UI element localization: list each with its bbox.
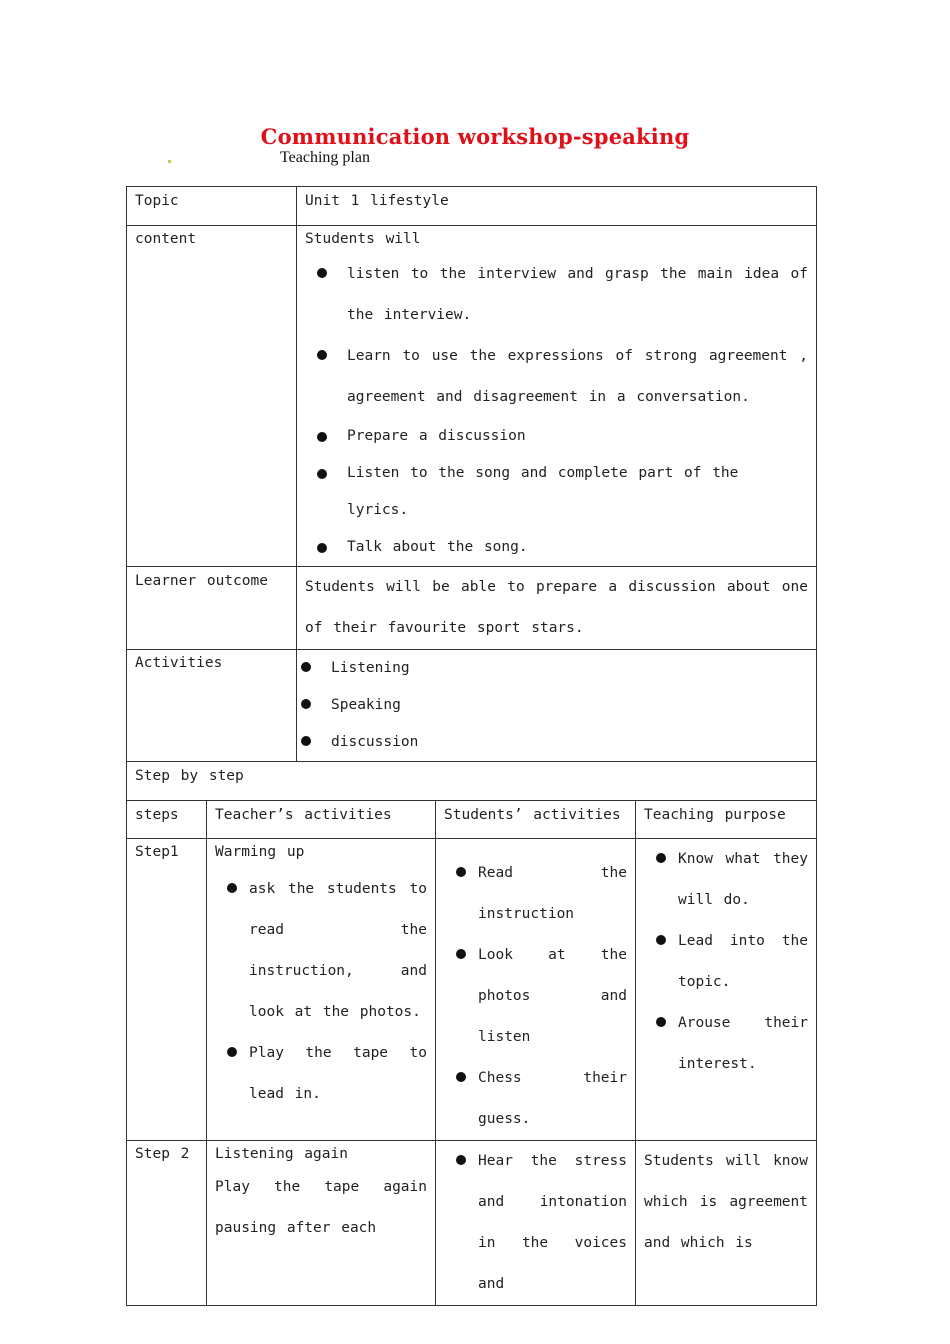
student-item: Read the instruction <box>444 853 627 935</box>
step-by-step-label: Step by step <box>127 762 817 801</box>
activities-label: Activities <box>127 650 297 762</box>
col-header-steps: steps <box>127 801 207 839</box>
content-cell <box>297 226 817 567</box>
step1-purpose-list <box>644 839 808 1085</box>
purpose-item: Lead into the topic. <box>644 921 808 1003</box>
purpose-item: Know what they will do. <box>644 839 808 921</box>
content-label: content <box>127 226 297 567</box>
outcome-row <box>127 567 817 650</box>
student-item: Hear the stress and intonation in the voices and <box>444 1141 627 1305</box>
teaching-plan-table <box>126 186 817 1306</box>
step1-name: Step1 <box>127 839 207 1141</box>
content-item: Prepare a discussion <box>305 418 808 455</box>
activity-item: Speaking <box>297 687 808 724</box>
step2-students-cell <box>436 1141 636 1306</box>
content-item: Talk about the song. <box>305 529 808 566</box>
outcome-label: Learner outcome <box>127 567 297 650</box>
teacher-item: ask the students to read the instruction, and look at the photos. <box>215 869 427 1033</box>
step2-purpose-cell: Students will know which is agreement and which is <box>636 1141 817 1306</box>
step2-name: Step 2 <box>127 1141 207 1306</box>
step2-teacher-text: Play the tape again pausing after each <box>215 1179 427 1236</box>
col-header-purpose: Teaching purpose <box>636 801 817 839</box>
topic-value: Unit 1 lifestyle <box>297 187 817 226</box>
content-item: Listen to the song and complete part of the lyrics. <box>305 455 808 529</box>
content-intro: Students will <box>305 231 421 247</box>
teacher-item: Play the tape to lead in. <box>215 1033 427 1115</box>
content-item: Learn to use the expressions of strong agreement , agreement and disagreement in a conversation. <box>305 336 808 418</box>
activities-cell <box>297 650 817 762</box>
step2-teacher-title: Listening again <box>215 1146 348 1162</box>
activity-item: Listening <box>297 650 808 687</box>
document-subtitle: Teaching plan <box>280 149 370 166</box>
content-item: listen to the interview and grasp the main idea of the interview. <box>305 254 808 336</box>
activity-item: discussion <box>297 724 808 761</box>
step2-students-list <box>444 1141 627 1305</box>
step1-teacher-list <box>215 869 427 1115</box>
document-title: Communication workshop-speaking <box>260 124 690 149</box>
activities-row <box>127 650 817 762</box>
step1-purpose-cell <box>636 839 817 1141</box>
col-header-students: Students’ activities <box>436 801 636 839</box>
step1-students-cell <box>436 839 636 1141</box>
student-item: Look at the photos and listen <box>444 935 627 1058</box>
student-item: Chess their guess. <box>444 1058 627 1140</box>
step1-teacher-cell <box>207 839 436 1141</box>
activities-list <box>297 650 808 761</box>
step2-teacher-cell <box>207 1141 436 1306</box>
content-list <box>305 254 808 566</box>
purpose-item: Arouse their interest. <box>644 1003 808 1085</box>
step1-students-list <box>444 853 627 1140</box>
col-header-teacher: Teacher’s activities <box>207 801 436 839</box>
topic-label: Topic <box>127 187 297 226</box>
topic-row <box>127 187 817 226</box>
header-row <box>127 801 817 839</box>
outcome-value: Students will be able to prepare a discussion about one of their favourite sport stars. <box>297 567 817 650</box>
step-by-step-row <box>127 762 817 801</box>
stray-mark <box>168 160 171 163</box>
step1-row <box>127 839 817 1141</box>
step1-teacher-title: Warming up <box>215 844 305 860</box>
content-row <box>127 226 817 567</box>
step2-row <box>127 1141 817 1306</box>
